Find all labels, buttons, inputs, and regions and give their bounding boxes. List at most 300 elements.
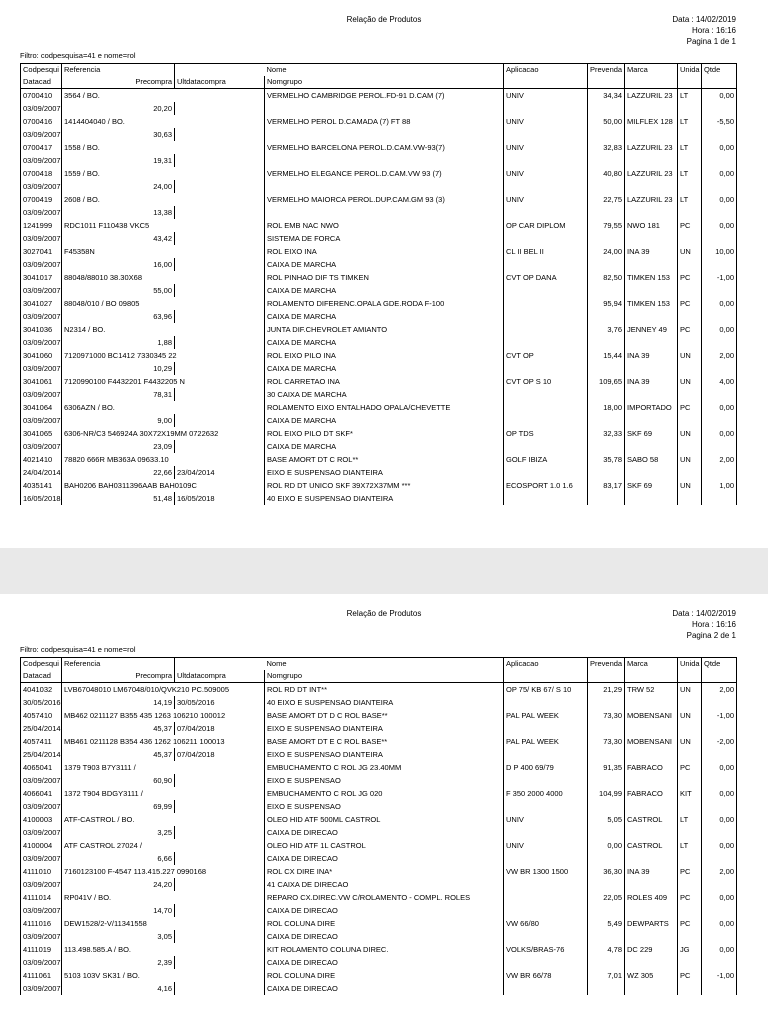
cell-ultdatacompra: [175, 852, 265, 865]
cell-marca: FABRACO: [625, 787, 678, 800]
cell-referencia: ATF CASTROL 27024 /: [62, 839, 265, 852]
cell-precompra: 24,20: [62, 878, 175, 891]
cell-qtde: 2,00: [702, 865, 737, 878]
cell-prevenda: 5,49: [588, 917, 625, 930]
cell-qtde: -1,00: [702, 271, 737, 284]
table-row: [21, 219, 737, 232]
cell-nomgrupo: [265, 180, 504, 193]
cell-nome: ROL RD DT INT**: [265, 683, 504, 697]
cell-marca: SKF 69: [625, 479, 678, 492]
header-unida: Unida: [678, 64, 702, 77]
cell-unida: LT: [678, 167, 702, 180]
cell-ultdatacompra: [175, 982, 265, 995]
cell-prevenda: 73,30: [588, 735, 625, 748]
cell-codpesqui: 4065041: [21, 761, 62, 774]
cell-ultdatacompra: [175, 102, 265, 115]
cell-nomgrupo: [265, 102, 504, 115]
cell-unida: LT: [678, 89, 702, 103]
cell-precompra: 19,31: [62, 154, 175, 167]
cell-prevenda: 36,30: [588, 865, 625, 878]
cell-qtde: 0,00: [702, 761, 737, 774]
cell-unida: PC: [678, 891, 702, 904]
cell-aplicacao: VW BR 66/78: [504, 969, 588, 982]
cell-marca: INA 39: [625, 375, 678, 388]
cell-codpesqui: 4057411: [21, 735, 62, 748]
cell-aplicacao: CVT OP S 10: [504, 375, 588, 388]
cell-qtde: 1,00: [702, 479, 737, 492]
header-unida: Unida: [678, 658, 702, 671]
cell-qtde: 0,00: [702, 891, 737, 904]
cell-nomgrupo: CAIXA DE MARCHA: [265, 362, 504, 375]
cell-ultdatacompra: [175, 310, 265, 323]
cell-aplicacao: F 350 2000 4000: [504, 787, 588, 800]
report-meta: [672, 14, 736, 47]
cell-nomgrupo: EIXO E SUSPENSAO: [265, 774, 504, 787]
cell-codpesqui: 0700419: [21, 193, 62, 206]
table-row: [21, 683, 737, 697]
cell-nomgrupo: CAIXA DE MARCHA: [265, 258, 504, 271]
cell-datacad: 03/09/2007: [21, 284, 62, 297]
cell-aplicacao: OP 75/ KB 67/ S 10: [504, 683, 588, 697]
cell-datacad: 03/09/2007: [21, 774, 62, 787]
table-row-detail: [21, 258, 737, 271]
cell-prevenda: 109,65: [588, 375, 625, 388]
cell-codpesqui: 4111061: [21, 969, 62, 982]
header-referencia: Referencia: [62, 658, 175, 671]
cell-prevenda: 35,78: [588, 453, 625, 466]
cell-unida: UN: [678, 735, 702, 748]
cell-nomgrupo: 41 CAIXA DE DIRECAO: [265, 878, 504, 891]
cell-aplicacao: [504, 297, 588, 310]
cell-prevenda: 73,30: [588, 709, 625, 722]
cell-codpesqui: 3041064: [21, 401, 62, 414]
cell-marca: MILFLEX 128: [625, 115, 678, 128]
filter-text: Filtro: codpesquisa=41 e nome=rol: [20, 51, 136, 60]
cell-nomgrupo: EIXO E SUSPENSAO DIANTEIRA: [265, 466, 504, 479]
cell-unida: JG: [678, 943, 702, 956]
cell-marca: ROLES 409: [625, 891, 678, 904]
cell-referencia: 6306-NR/C3 546924A 30X72X19MM 0722632: [62, 427, 265, 440]
cell-qtde: 0,00: [702, 839, 737, 852]
cell-datacad: 03/09/2007: [21, 232, 62, 245]
table-row: [21, 891, 737, 904]
cell-precompra: 78,31: [62, 388, 175, 401]
cell-precompra: 3,05: [62, 930, 175, 943]
cell-ultdatacompra: [175, 440, 265, 453]
cell-precompra: 60,90: [62, 774, 175, 787]
cell-referencia: 7120990100 F4432201 F4432205 N: [62, 375, 265, 388]
cell-referencia: 113.498.585.A / BO.: [62, 943, 265, 956]
cell-qtde: 0,00: [702, 427, 737, 440]
cell-ultdatacompra: [175, 284, 265, 297]
cell-prevenda: 104,99: [588, 787, 625, 800]
cell-prevenda: 91,35: [588, 761, 625, 774]
cell-unida: UN: [678, 375, 702, 388]
header-aplicacao: Aplicacao: [504, 658, 588, 671]
cell-nome: ROLAMENTO EIXO ENTALHADO OPALA/CHEVETTE: [265, 401, 504, 414]
cell-nomgrupo: CAIXA DE DIRECAO: [265, 904, 504, 917]
cell-nomgrupo: [265, 154, 504, 167]
cell-nome: EMBUCHAMENTO C ROL JG 020: [265, 787, 504, 800]
table-row-detail: [21, 956, 737, 969]
cell-marca: DC 229: [625, 943, 678, 956]
cell-prevenda: 18,00: [588, 401, 625, 414]
cell-datacad: 03/09/2007: [21, 904, 62, 917]
cell-referencia: MB462 0211127 B355 435 1263 106210 100012: [62, 709, 265, 722]
header-nomgrupo: Nomgrupo: [265, 670, 504, 683]
cell-referencia: 88048/010 / BO 09805: [62, 297, 265, 310]
cell-ultdatacompra: 30/05/2016: [175, 696, 265, 709]
cell-datacad: 16/05/2018: [21, 492, 62, 505]
cell-nome: ROL EMB NAC NWO: [265, 219, 504, 232]
cell-nome: VERMELHO ELEGANCE PEROL.D.CAM.VW 93 (7): [265, 167, 504, 180]
cell-nomgrupo: [265, 128, 504, 141]
table-row-detail: [21, 154, 737, 167]
cell-marca: LAZZURIL 23: [625, 89, 678, 103]
table-row: [21, 193, 737, 206]
cell-ultdatacompra: [175, 232, 265, 245]
cell-ultdatacompra: 07/04/2018: [175, 748, 265, 761]
cell-ultdatacompra: [175, 388, 265, 401]
cell-qtde: 2,00: [702, 349, 737, 362]
cell-marca: IMPORTADO: [625, 401, 678, 414]
table-row-detail: [21, 722, 737, 735]
cell-qtde: -1,00: [702, 969, 737, 982]
cell-unida: LT: [678, 813, 702, 826]
cell-precompra: 45,37: [62, 722, 175, 735]
cell-ultdatacompra: [175, 180, 265, 193]
cell-prevenda: 32,33: [588, 427, 625, 440]
cell-nomgrupo: CAIXA DE DIRECAO: [265, 930, 504, 943]
cell-prevenda: 7,01: [588, 969, 625, 982]
table-row-detail: [21, 748, 737, 761]
cell-nome: BASE AMORT DT E C ROL BASE**: [265, 735, 504, 748]
cell-ultdatacompra: [175, 128, 265, 141]
cell-datacad: 03/09/2007: [21, 388, 62, 401]
header-nome: Nome: [265, 658, 504, 671]
cell-ultdatacompra: [175, 336, 265, 349]
cell-prevenda: 24,00: [588, 245, 625, 258]
cell-nome: ROL EIXO INA: [265, 245, 504, 258]
cell-ultdatacompra: [175, 930, 265, 943]
cell-referencia: 6306AZN / BO.: [62, 401, 265, 414]
cell-codpesqui: 0700416: [21, 115, 62, 128]
cell-referencia: N2314 / BO.: [62, 323, 265, 336]
cell-marca: MOBENSANI: [625, 735, 678, 748]
table-row: [21, 735, 737, 748]
cell-prevenda: 5,05: [588, 813, 625, 826]
cell-datacad: 03/09/2007: [21, 206, 62, 219]
cell-nomgrupo: EIXO E SUSPENSAO DIANTEIRA: [265, 722, 504, 735]
filter-text: Filtro: codpesquisa=41 e nome=rol: [20, 645, 136, 654]
table-row: [21, 323, 737, 336]
table-row: [21, 427, 737, 440]
cell-nome: ROL PINHAO DIF TS TIMKEN: [265, 271, 504, 284]
cell-qtde: -2,00: [702, 735, 737, 748]
header-precompra: Precompra: [62, 76, 175, 89]
header-prevenda: Prevenda: [588, 658, 625, 671]
products-table: [20, 657, 737, 995]
cell-qtde: 10,00: [702, 245, 737, 258]
page-number: Pagina 1 de 1: [686, 37, 736, 46]
cell-datacad: 24/04/2014: [21, 466, 62, 479]
cell-qtde: 0,00: [702, 89, 737, 103]
cell-aplicacao: [504, 323, 588, 336]
cell-datacad: 25/04/2014: [21, 748, 62, 761]
table-row: [21, 297, 737, 310]
cell-marca: DEWPARTS: [625, 917, 678, 930]
cell-qtde: 0,00: [702, 167, 737, 180]
cell-precompra: 14,70: [62, 904, 175, 917]
cell-prevenda: 3,76: [588, 323, 625, 336]
cell-qtde: 0,00: [702, 297, 737, 310]
cell-codpesqui: 3041060: [21, 349, 62, 362]
cell-nome: VERMELHO BARCELONA PEROL.D.CAM.VW-93(7): [265, 141, 504, 154]
cell-datacad: 03/09/2007: [21, 102, 62, 115]
cell-aplicacao: VW BR 1300 1500: [504, 865, 588, 878]
cell-ultdatacompra: [175, 206, 265, 219]
table-row: [21, 375, 737, 388]
cell-prevenda: 83,17: [588, 479, 625, 492]
table-row-detail: [21, 440, 737, 453]
cell-referencia: 78820 666R MB363A 09633.10: [62, 453, 265, 466]
cell-unida: UN: [678, 709, 702, 722]
table-row: [21, 839, 737, 852]
cell-unida: PC: [678, 969, 702, 982]
cell-unida: PC: [678, 323, 702, 336]
table-row: [21, 349, 737, 362]
cell-datacad: 03/09/2007: [21, 336, 62, 349]
cell-prevenda: 34,34: [588, 89, 625, 103]
table-row-detail: [21, 206, 737, 219]
report-title: Relação de Produtos: [346, 15, 422, 24]
report-date: Data : 14/02/2019: [672, 609, 736, 618]
cell-ultdatacompra: [175, 414, 265, 427]
header-marca: Marca: [625, 64, 678, 77]
cell-aplicacao: UNIV: [504, 89, 588, 103]
header-datacad: Datacad: [21, 76, 62, 89]
header-codpesqui: Codpesqui: [21, 64, 62, 77]
cell-aplicacao: UNIV: [504, 813, 588, 826]
cell-marca: TRW 52: [625, 683, 678, 697]
header-qtde: Qtde: [702, 64, 737, 77]
cell-datacad: 03/09/2007: [21, 826, 62, 839]
table-row-detail: [21, 492, 737, 505]
cell-datacad: 03/09/2007: [21, 852, 62, 865]
cell-prevenda: 95,94: [588, 297, 625, 310]
cell-referencia: 1372 T904 BDGY3111 /: [62, 787, 265, 800]
cell-referencia: RP041V / BO.: [62, 891, 265, 904]
cell-datacad: 03/09/2007: [21, 258, 62, 271]
cell-datacad: 25/04/2014: [21, 722, 62, 735]
table-row-detail: [21, 128, 737, 141]
cell-nome: VERMELHO CAMBRIDGE PEROL.FD-91 D.CAM (7): [265, 89, 504, 103]
table-row: [21, 813, 737, 826]
cell-datacad: 03/09/2007: [21, 930, 62, 943]
cell-codpesqui: 4111014: [21, 891, 62, 904]
cell-datacad: 03/09/2007: [21, 154, 62, 167]
cell-nomgrupo: 30 CAIXA DE MARCHA: [265, 388, 504, 401]
cell-referencia: 2608 / BO.: [62, 193, 265, 206]
cell-precompra: 69,99: [62, 800, 175, 813]
cell-codpesqui: 4111016: [21, 917, 62, 930]
cell-nome: ROL COLUNA DIRE: [265, 917, 504, 930]
cell-marca: LAZZURIL 23: [625, 167, 678, 180]
report-title: Relação de Produtos: [346, 609, 422, 618]
cell-nome: ROL COLUNA DIRE: [265, 969, 504, 982]
cell-codpesqui: 4100003: [21, 813, 62, 826]
cell-nome: ROL CX DIRE INA*: [265, 865, 504, 878]
cell-unida: PC: [678, 271, 702, 284]
cell-qtde: 0,00: [702, 323, 737, 336]
cell-referencia: DEW1528/2-V/11341558: [62, 917, 265, 930]
table-row: [21, 787, 737, 800]
cell-codpesqui: 4100004: [21, 839, 62, 852]
table-row: [21, 709, 737, 722]
cell-unida: LT: [678, 839, 702, 852]
table-row-detail: [21, 696, 737, 709]
cell-nomgrupo: CAIXA DE MARCHA: [265, 414, 504, 427]
cell-referencia: 1559 / BO.: [62, 167, 265, 180]
cell-marca: CASTROL: [625, 813, 678, 826]
cell-aplicacao: GOLF IBIZA: [504, 453, 588, 466]
cell-marca: TIMKEN 153: [625, 297, 678, 310]
cell-qtde: 2,00: [702, 683, 737, 697]
table-row: [21, 453, 737, 466]
table-row: [21, 115, 737, 128]
cell-datacad: 03/09/2007: [21, 440, 62, 453]
cell-nomgrupo: CAIXA DE MARCHA: [265, 336, 504, 349]
cell-qtde: -1,00: [702, 709, 737, 722]
table-row: [21, 917, 737, 930]
table-row: [21, 943, 737, 956]
cell-datacad: 03/09/2007: [21, 956, 62, 969]
cell-codpesqui: 3041036: [21, 323, 62, 336]
cell-datacad: 30/05/2016: [21, 696, 62, 709]
table-row-detail: [21, 414, 737, 427]
cell-qtde: 0,00: [702, 943, 737, 956]
cell-aplicacao: PAL PAL WEEK: [504, 735, 588, 748]
cell-precompra: 23,09: [62, 440, 175, 453]
report-meta: [672, 608, 736, 641]
cell-aplicacao: VOLKS/BRAS-76: [504, 943, 588, 956]
table-row: [21, 865, 737, 878]
table-row: [21, 969, 737, 982]
cell-unida: PC: [678, 865, 702, 878]
cell-marca: LAZZURIL 23: [625, 141, 678, 154]
cell-unida: PC: [678, 761, 702, 774]
cell-ultdatacompra: [175, 154, 265, 167]
cell-referencia: 1414404040 / BO.: [62, 115, 265, 128]
header-prevenda: Prevenda: [588, 64, 625, 77]
cell-nome: BASE AMORT DT C ROL**: [265, 453, 504, 466]
cell-unida: PC: [678, 219, 702, 232]
cell-precompra: 13,38: [62, 206, 175, 219]
header-referencia: Referencia: [62, 64, 175, 77]
page-number: Pagina 2 de 1: [686, 631, 736, 640]
table-row-detail: [21, 362, 737, 375]
table-row-detail: [21, 904, 737, 917]
cell-ultdatacompra: [175, 878, 265, 891]
cell-marca: FABRACO: [625, 761, 678, 774]
header-datacad: Datacad: [21, 670, 62, 683]
table-row: [21, 761, 737, 774]
cell-aplicacao: OP TDS: [504, 427, 588, 440]
cell-unida: LT: [678, 115, 702, 128]
cell-referencia: 1379 T903 B7Y3111 /: [62, 761, 265, 774]
cell-nomgrupo: 40 EIXO E SUSPENSAO DIANTEIRA: [265, 696, 504, 709]
products-table: [20, 63, 737, 505]
cell-precompra: 63,96: [62, 310, 175, 323]
cell-ultdatacompra: [175, 258, 265, 271]
cell-aplicacao: UNIV: [504, 115, 588, 128]
cell-datacad: 03/09/2007: [21, 878, 62, 891]
cell-nomgrupo: CAIXA DE DIRECAO: [265, 956, 504, 969]
cell-precompra: 10,29: [62, 362, 175, 375]
cell-referencia: ATF-CASTROL / BO.: [62, 813, 265, 826]
cell-precompra: 20,20: [62, 102, 175, 115]
cell-nomgrupo: EIXO E SUSPENSAO: [265, 800, 504, 813]
cell-codpesqui: 4066041: [21, 787, 62, 800]
cell-marca: INA 39: [625, 245, 678, 258]
cell-prevenda: 32,83: [588, 141, 625, 154]
cell-codpesqui: 4041032: [21, 683, 62, 697]
cell-unida: PC: [678, 297, 702, 310]
header-qtde: Qtde: [702, 658, 737, 671]
cell-datacad: 03/09/2007: [21, 982, 62, 995]
header-aplicacao: Aplicacao: [504, 64, 588, 77]
cell-ultdatacompra: [175, 800, 265, 813]
cell-aplicacao: UNIV: [504, 167, 588, 180]
cell-qtde: 0,00: [702, 401, 737, 414]
cell-referencia: 88048/88010 38.30X68: [62, 271, 265, 284]
cell-unida: UN: [678, 453, 702, 466]
cell-referencia: LVB67048010 LM67048/010/QVK210 PC.509005: [62, 683, 265, 697]
cell-datacad: 03/09/2007: [21, 180, 62, 193]
cell-nome: OLEO HID ATF 500ML CASTROL: [265, 813, 504, 826]
cell-unida: PC: [678, 401, 702, 414]
cell-ultdatacompra: 16/05/2018: [175, 492, 265, 505]
cell-marca: SABO 58: [625, 453, 678, 466]
cell-qtde: 0,00: [702, 219, 737, 232]
table-row-detail: [21, 930, 737, 943]
table-body: [21, 683, 737, 996]
report-page-2: [0, 594, 768, 1024]
cell-datacad: 03/09/2007: [21, 414, 62, 427]
table-row-detail: [21, 336, 737, 349]
cell-ultdatacompra: [175, 956, 265, 969]
header-precompra: Precompra: [62, 670, 175, 683]
cell-codpesqui: 3041061: [21, 375, 62, 388]
cell-prevenda: 22,75: [588, 193, 625, 206]
cell-nome: KIT ROLAMENTO COLUNA DIREC.: [265, 943, 504, 956]
cell-prevenda: 79,55: [588, 219, 625, 232]
cell-unida: KIT: [678, 787, 702, 800]
cell-nome: BASE AMORT DT D C ROL BASE**: [265, 709, 504, 722]
cell-precompra: 51,48: [62, 492, 175, 505]
cell-codpesqui: 4111019: [21, 943, 62, 956]
cell-nome: VERMELHO MAIORCA PEROL.DUP.CAM.GM 93 (3): [265, 193, 504, 206]
report-time: Hora : 16:16: [691, 26, 736, 35]
table-row-detail: [21, 774, 737, 787]
cell-qtde: -5,50: [702, 115, 737, 128]
cell-ultdatacompra: [175, 826, 265, 839]
report-time: Hora : 16:16: [691, 620, 736, 629]
cell-nomgrupo: [265, 206, 504, 219]
cell-precompra: 1,88: [62, 336, 175, 349]
cell-codpesqui: 1241999: [21, 219, 62, 232]
cell-unida: UN: [678, 479, 702, 492]
